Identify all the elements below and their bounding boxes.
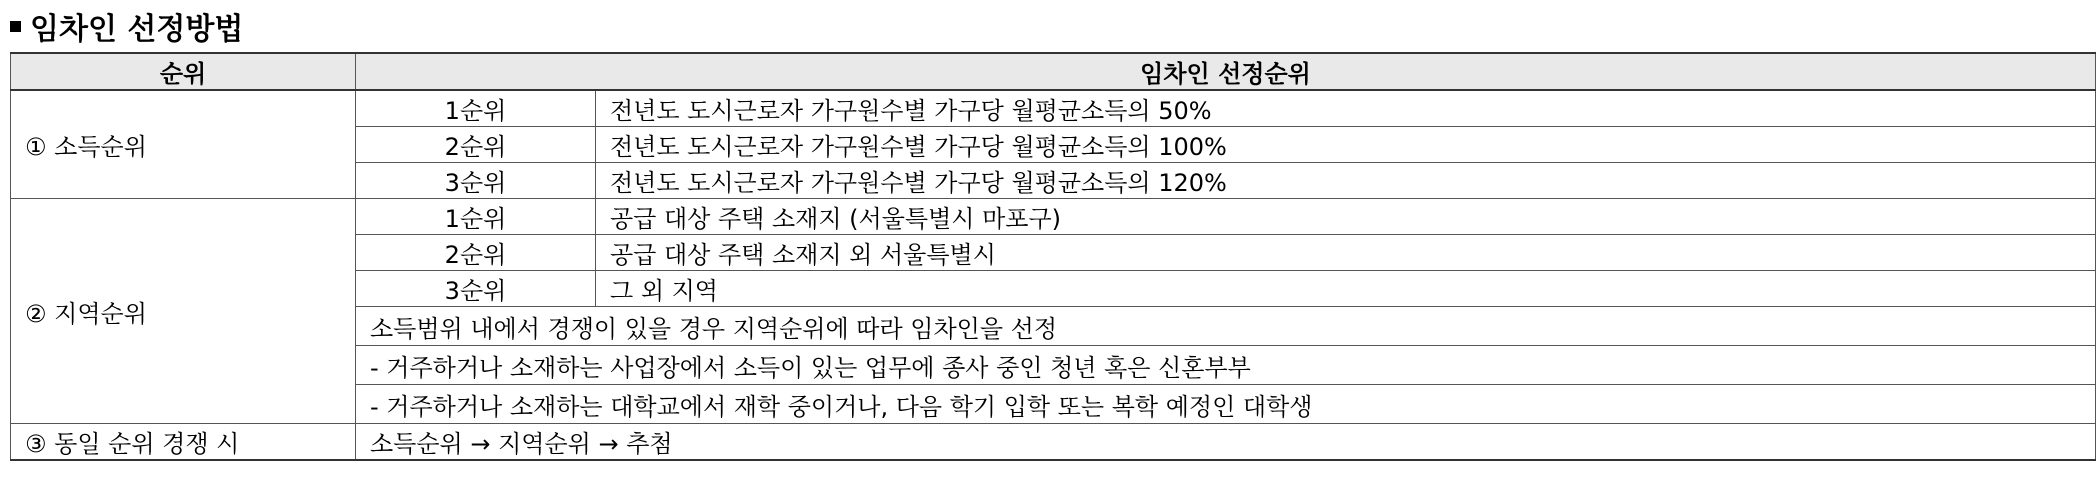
tie-label: ③ 동일 순위 경쟁 시	[11, 424, 356, 461]
table-row	[11, 90, 2096, 127]
income-desc-1: 전년도 도시근로자 가구원수별 가구당 월평균소득의 50%	[596, 90, 2096, 127]
region-desc-2: 공급 대상 주택 소재지 외 서울특별시	[596, 235, 2096, 271]
section-title	[10, 6, 243, 46]
region-rank-1: 1순위	[356, 199, 596, 235]
section-title-text: 임차인 선정방법	[30, 12, 244, 47]
header-selection-order: 임차인 선정순위	[356, 53, 2096, 90]
region-note-1: 소득범위 내에서 경쟁이 있을 경우 지역순위에 따라 임차인을 선정	[356, 307, 2096, 346]
tie-desc: 소득순위 → 지역순위 → 추첨	[356, 424, 2096, 461]
income-desc-2: 전년도 도시근로자 가구원수별 가구당 월평균소득의 100%	[596, 127, 2096, 163]
region-desc-1: 공급 대상 주택 소재지 (서울특별시 마포구)	[596, 199, 2096, 235]
income-rank-label: ① 소득순위	[11, 90, 356, 199]
tenant-selection-table	[10, 52, 2096, 461]
region-note-3: - 거주하거나 소재하는 대학교에서 재학 중이거나, 다음 학기 입학 또는 복학 예정인 대학생	[356, 385, 2096, 424]
income-rank-1: 1순위	[356, 90, 596, 127]
square-bullet-icon	[10, 21, 21, 32]
income-rank-3: 3순위	[356, 163, 596, 199]
region-desc-3: 그 외 지역	[596, 271, 2096, 307]
income-rank-2: 2순위	[356, 127, 596, 163]
table-row	[11, 199, 2096, 235]
header-rank: 순위	[11, 53, 356, 90]
table-row	[11, 424, 2096, 461]
region-rank-3: 3순위	[356, 271, 596, 307]
region-rank-2: 2순위	[356, 235, 596, 271]
income-desc-3: 전년도 도시근로자 가구원수별 가구당 월평균소득의 120%	[596, 163, 2096, 199]
region-rank-label: ② 지역순위	[11, 199, 356, 424]
table-header-row	[11, 53, 2096, 90]
region-note-2: - 거주하거나 소재하는 사업장에서 소득이 있는 업무에 종사 중인 청년 혹은 신혼부부	[356, 346, 2096, 385]
